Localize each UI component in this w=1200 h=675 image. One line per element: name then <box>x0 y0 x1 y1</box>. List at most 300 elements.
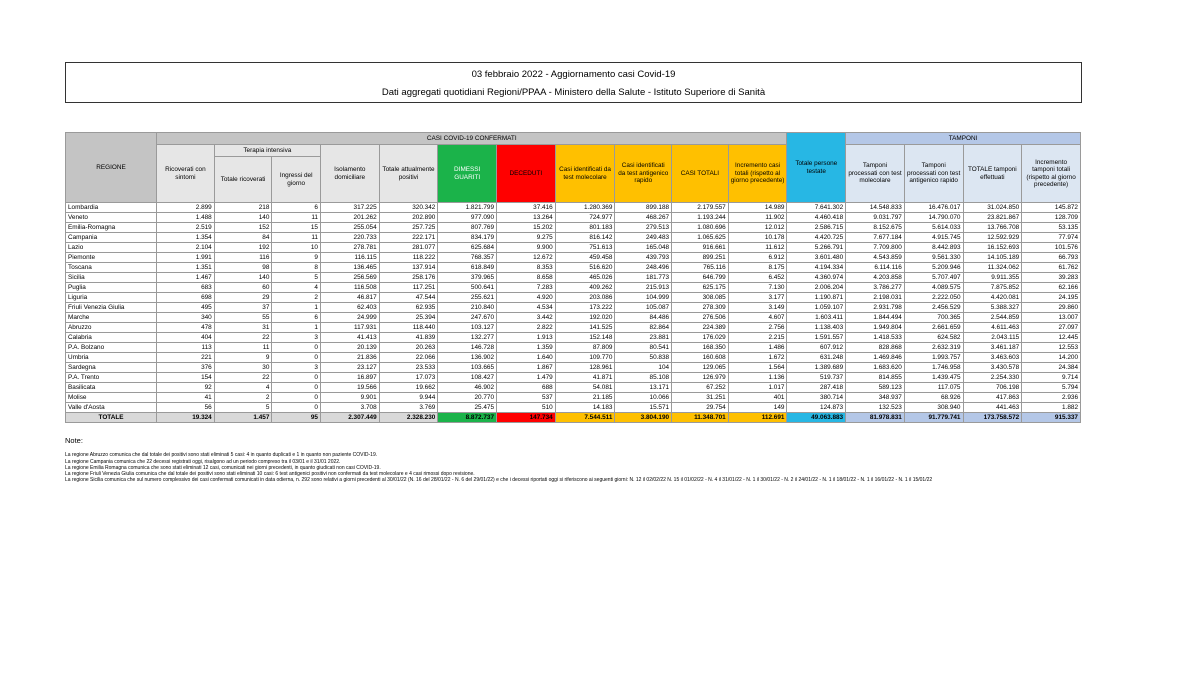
value-cell: 0 <box>272 373 321 383</box>
value-cell: 2.586.715 <box>787 223 846 233</box>
value-cell: 152.148 <box>555 333 615 343</box>
value-cell: 1.193.244 <box>672 213 729 223</box>
value-cell: 8.658 <box>497 273 556 283</box>
value-cell: 899.251 <box>672 253 729 263</box>
value-cell: 41.413 <box>320 333 379 343</box>
value-cell: 8.353 <box>497 263 556 273</box>
value-cell: 465.026 <box>555 273 615 283</box>
value-cell: 2.222.050 <box>904 293 963 303</box>
value-cell: 22 <box>214 333 272 343</box>
value-cell: 11.324.062 <box>963 263 1022 273</box>
value-cell: 4.460.418 <box>787 213 846 223</box>
value-cell: 0 <box>272 403 321 413</box>
value-cell: 2.254.330 <box>963 373 1022 383</box>
value-cell: 168.350 <box>672 343 729 353</box>
value-cell: 85.108 <box>615 373 672 383</box>
value-cell: 801.183 <box>555 223 615 233</box>
region-cell: Liguria <box>66 293 157 303</box>
value-cell: 1.882 <box>1022 403 1081 413</box>
value-cell: 317.225 <box>320 203 379 213</box>
value-cell: 24.195 <box>1022 293 1081 303</box>
value-cell: 53.135 <box>1022 223 1081 233</box>
region-cell: Valle d'Aosta <box>66 403 157 413</box>
value-cell: 215.913 <box>615 283 672 293</box>
value-cell: 117.251 <box>379 283 438 293</box>
value-cell: 68.926 <box>904 393 963 403</box>
value-cell: 3.601.480 <box>787 253 846 263</box>
value-cell: 15 <box>272 223 321 233</box>
report-header <box>65 62 1082 103</box>
value-cell: 145.872 <box>1022 203 1081 213</box>
value-cell: 8.175 <box>728 263 787 273</box>
value-cell: 308.940 <box>904 403 963 413</box>
value-cell: 1.469.846 <box>846 353 905 363</box>
value-cell: 3.804.190 <box>615 413 672 423</box>
covid-data-table <box>65 132 1081 423</box>
value-cell: 109.770 <box>555 353 615 363</box>
note-line: La regione Abruzzo comunica che dal totale dei positivi sono stati eliminati 5 casi: 4 in quanto duplicati e 1 in quanto non paziente COVID-19. <box>65 452 378 459</box>
value-cell: 807.769 <box>438 223 497 233</box>
region-cell: Toscana <box>66 263 157 273</box>
header-tamponi: TAMPONI <box>846 133 1081 145</box>
value-cell: 29 <box>214 293 272 303</box>
value-cell: 257.725 <box>379 223 438 233</box>
value-cell: 23.533 <box>379 363 438 373</box>
value-cell: 683 <box>157 283 215 293</box>
value-cell: 2.043.115 <box>963 333 1022 343</box>
table-row <box>66 293 1081 303</box>
value-cell: 15.571 <box>615 403 672 413</box>
value-cell: 4.915.745 <box>904 233 963 243</box>
value-cell: 404 <box>157 333 215 343</box>
region-cell: Marche <box>66 313 157 323</box>
value-cell: 5.209.946 <box>904 263 963 273</box>
value-cell: 132.277 <box>438 333 497 343</box>
value-cell: 4 <box>214 383 272 393</box>
value-cell: 12.672 <box>497 253 556 263</box>
header-casi-antigenico: Casi identificati da test antigenico rapido <box>615 145 672 203</box>
value-cell: 308.085 <box>672 293 729 303</box>
value-cell: 1.080.696 <box>672 223 729 233</box>
value-cell: 19.662 <box>379 383 438 393</box>
value-cell: 221 <box>157 353 215 363</box>
report-subtitle: Dati aggregati quotidiani Regioni/PPAA - Ministero della Salute - Istituto Superiore di Sanità <box>381 87 766 98</box>
value-cell: 22 <box>214 373 272 383</box>
region-cell: Sardegna <box>66 363 157 373</box>
value-cell: 2.544.859 <box>963 313 1022 323</box>
region-cell: Sicilia <box>66 273 157 283</box>
value-cell: 116.115 <box>320 253 379 263</box>
value-cell: 3.786.277 <box>846 283 905 293</box>
value-cell: 11 <box>272 213 321 223</box>
value-cell: 1.991 <box>157 253 215 263</box>
value-cell: 154 <box>157 373 215 383</box>
table-row <box>66 203 1081 213</box>
value-cell: 23.127 <box>320 363 379 373</box>
value-cell: 21.185 <box>555 393 615 403</box>
value-cell: 607.912 <box>787 343 846 353</box>
value-cell: 105.087 <box>615 303 672 313</box>
value-cell: 2.632.319 <box>904 343 963 353</box>
region-cell: Puglia <box>66 283 157 293</box>
notes-title: Note: <box>65 436 83 445</box>
header-dimessi: DIMESSI GUARITI <box>438 145 497 203</box>
value-cell: 1.672 <box>728 353 787 363</box>
value-cell: 1.354 <box>157 233 215 243</box>
value-cell: 1.467 <box>157 273 215 283</box>
value-cell: 519.737 <box>787 373 846 383</box>
value-cell: 916.661 <box>672 243 729 253</box>
value-cell: 25.475 <box>438 403 497 413</box>
header-incremento-casi: Incremento casi totali (rispetto al giorno precedente) <box>728 145 787 203</box>
value-cell: 4.360.974 <box>787 273 846 283</box>
value-cell: 1.603.411 <box>787 313 846 323</box>
value-cell: 12.445 <box>1022 333 1081 343</box>
value-cell: 6.912 <box>728 253 787 263</box>
value-cell: 249.483 <box>615 233 672 243</box>
value-cell: 4.920 <box>497 293 556 303</box>
value-cell: 176.029 <box>672 333 729 343</box>
value-cell: 516.620 <box>555 263 615 273</box>
value-cell: 129.065 <box>672 363 729 373</box>
value-cell: 118.440 <box>379 323 438 333</box>
value-cell: 2.756 <box>728 323 787 333</box>
value-cell: 137.914 <box>379 263 438 273</box>
value-cell: 27.097 <box>1022 323 1081 333</box>
value-cell: 19.566 <box>320 383 379 393</box>
table-row <box>66 343 1081 353</box>
value-cell: 2.179.557 <box>672 203 729 213</box>
value-cell: 116.508 <box>320 283 379 293</box>
value-cell: 13.264 <box>497 213 556 223</box>
region-cell: P.A. Trento <box>66 373 157 383</box>
header-tamponi-incremento: Incremento tamponi totali (rispetto al giorno precedente) <box>1022 145 1081 203</box>
value-cell: 4.420.725 <box>787 233 846 243</box>
value-cell: 29.860 <box>1022 303 1081 313</box>
value-cell: 724.977 <box>555 213 615 223</box>
value-cell: 160.608 <box>672 353 729 363</box>
value-cell: 101.576 <box>1022 243 1081 253</box>
value-cell: 1.059.107 <box>787 303 846 313</box>
value-cell: 224.389 <box>672 323 729 333</box>
total-row <box>66 413 1081 423</box>
value-cell: 1.439.475 <box>904 373 963 383</box>
value-cell: 379.965 <box>438 273 497 283</box>
value-cell: 17.073 <box>379 373 438 383</box>
value-cell: 7.641.302 <box>787 203 846 213</box>
value-cell: 7.283 <box>497 283 556 293</box>
value-cell: 80.541 <box>615 343 672 353</box>
region-cell: Piemonte <box>66 253 157 263</box>
value-cell: 1.683.620 <box>846 363 905 373</box>
value-cell: 77.974 <box>1022 233 1081 243</box>
table-row <box>66 373 1081 383</box>
value-cell: 103.665 <box>438 363 497 373</box>
value-cell: 6 <box>272 203 321 213</box>
value-cell: 4.203.858 <box>846 273 905 283</box>
value-cell: 149 <box>728 403 787 413</box>
value-cell: 165.048 <box>615 243 672 253</box>
value-cell: 478 <box>157 323 215 333</box>
value-cell: 618.849 <box>438 263 497 273</box>
value-cell: 255.621 <box>438 293 497 303</box>
value-cell: 9 <box>214 353 272 363</box>
value-cell: 9.944 <box>379 393 438 403</box>
value-cell: 7.709.800 <box>846 243 905 253</box>
value-cell: 222.171 <box>379 233 438 243</box>
value-cell: 2.822 <box>497 323 556 333</box>
value-cell: 91.779.741 <box>904 413 963 423</box>
value-cell: 1.591.557 <box>787 333 846 343</box>
table-row <box>66 353 1081 363</box>
region-cell: Friuli Venezia Giulia <box>66 303 157 313</box>
value-cell: 441.463 <box>963 403 1022 413</box>
value-cell: 9 <box>272 253 321 263</box>
header-terapia-intensiva: Terapia intensiva <box>214 145 320 157</box>
value-cell: 22.066 <box>379 353 438 363</box>
value-cell: 9.911.355 <box>963 273 1022 283</box>
table-row <box>66 253 1081 263</box>
value-cell: 5.794 <box>1022 383 1081 393</box>
value-cell: 1.993.757 <box>904 353 963 363</box>
value-cell: 39.283 <box>1022 273 1081 283</box>
value-cell: 706.198 <box>963 383 1022 393</box>
value-cell: 281.077 <box>379 243 438 253</box>
value-cell: 1.280.369 <box>555 203 615 213</box>
value-cell: 768.357 <box>438 253 497 263</box>
value-cell: 765.116 <box>672 263 729 273</box>
value-cell: 92 <box>157 383 215 393</box>
value-cell: 8 <box>272 263 321 273</box>
value-cell: 14.200 <box>1022 353 1081 363</box>
region-cell: P.A. Bolzano <box>66 343 157 353</box>
value-cell: 173.758.572 <box>963 413 1022 423</box>
table-row <box>66 403 1081 413</box>
value-cell: 3.461.187 <box>963 343 1022 353</box>
value-cell: 0 <box>272 353 321 363</box>
value-cell: 10 <box>272 243 321 253</box>
table-row <box>66 383 1081 393</box>
value-cell: 8.872.737 <box>438 413 497 423</box>
table-row <box>66 363 1081 373</box>
value-cell: 439.793 <box>615 253 672 263</box>
value-cell: 14.105.189 <box>963 253 1022 263</box>
region-cell: Molise <box>66 393 157 403</box>
value-cell: 113 <box>157 343 215 353</box>
value-cell: 899.188 <box>615 203 672 213</box>
table-row <box>66 393 1081 403</box>
value-cell: 20.770 <box>438 393 497 403</box>
value-cell: 104 <box>615 363 672 373</box>
value-cell: 1.065.625 <box>672 233 729 243</box>
region-cell: Lazio <box>66 243 157 253</box>
value-cell: 8.152.675 <box>846 223 905 233</box>
table-row <box>66 263 1081 273</box>
value-cell: 23.821.867 <box>963 213 1022 223</box>
value-cell: 67.252 <box>672 383 729 393</box>
value-cell: 66.793 <box>1022 253 1081 263</box>
value-cell: 7.544.511 <box>555 413 615 423</box>
value-cell: 2.328.230 <box>379 413 438 423</box>
value-cell: 117.931 <box>320 323 379 333</box>
table-row <box>66 243 1081 253</box>
value-cell: 3.177 <box>728 293 787 303</box>
value-cell: 220.733 <box>320 233 379 243</box>
value-cell: 5.614.033 <box>904 223 963 233</box>
value-cell: 16.476.017 <box>904 203 963 213</box>
value-cell: 50.838 <box>615 353 672 363</box>
value-cell: 1.821.799 <box>438 203 497 213</box>
value-cell: 14.548.833 <box>846 203 905 213</box>
value-cell: 834.179 <box>438 233 497 243</box>
note-line: La regione Friuli Venezia Giulia comunica che dal totale dei positivi sono stati eliminati 10 casi: 6 test antigenici positivi non confermati da test molecolare e 4 casi rimossi dopo revisione. <box>65 471 475 478</box>
value-cell: 61.762 <box>1022 263 1081 273</box>
value-cell: 46.817 <box>320 293 379 303</box>
value-cell: 9.901 <box>320 393 379 403</box>
value-cell: 816.142 <box>555 233 615 243</box>
value-cell: 6 <box>272 313 321 323</box>
value-cell: 41 <box>157 393 215 403</box>
table-row <box>66 313 1081 323</box>
notes-section <box>65 438 1175 484</box>
value-cell: 21.836 <box>320 353 379 363</box>
value-cell: 2 <box>272 293 321 303</box>
value-cell: 25.394 <box>379 313 438 323</box>
value-cell: 124.873 <box>787 403 846 413</box>
value-cell: 0 <box>272 383 321 393</box>
value-cell: 537 <box>497 393 556 403</box>
header-casi-totali: CASI TOTALI <box>672 145 729 203</box>
value-cell: 6.114.116 <box>846 263 905 273</box>
value-cell: 46.902 <box>438 383 497 393</box>
value-cell: 11.612 <box>728 243 787 253</box>
value-cell: 116 <box>214 253 272 263</box>
header-ricoverati: Ricoverati con sintomi <box>157 145 215 203</box>
value-cell: 98 <box>214 263 272 273</box>
value-cell: 56 <box>157 403 215 413</box>
value-cell: 14.790.070 <box>904 213 963 223</box>
value-cell: 6.452 <box>728 273 787 283</box>
value-cell: 500.641 <box>438 283 497 293</box>
value-cell: 2.006.204 <box>787 283 846 293</box>
value-cell: 3.442 <box>497 313 556 323</box>
value-cell: 16.897 <box>320 373 379 383</box>
value-cell: 3.149 <box>728 303 787 313</box>
value-cell: 1.418.533 <box>846 333 905 343</box>
region-cell: Abruzzo <box>66 323 157 333</box>
value-cell: 4.089.575 <box>904 283 963 293</box>
value-cell: 348.937 <box>846 393 905 403</box>
table-row <box>66 333 1081 343</box>
value-cell: 417.863 <box>963 393 1022 403</box>
value-cell: 1.949.804 <box>846 323 905 333</box>
value-cell: 201.262 <box>320 213 379 223</box>
value-cell: 31.251 <box>672 393 729 403</box>
value-cell: 751.613 <box>555 243 615 253</box>
value-cell: 95 <box>272 413 321 423</box>
value-cell: 1.486 <box>728 343 787 353</box>
value-cell: 2.931.798 <box>846 303 905 313</box>
value-cell: 30 <box>214 363 272 373</box>
header-isolamento: Isolamento domiciliare <box>320 145 379 203</box>
value-cell: 136.465 <box>320 263 379 273</box>
value-cell: 3.463.603 <box>963 353 1022 363</box>
value-cell: 2.899 <box>157 203 215 213</box>
value-cell: 14.989 <box>728 203 787 213</box>
value-cell: 624.582 <box>904 333 963 343</box>
header-tamponi-molecolare: Tamponi processati con test molecolare <box>846 145 905 203</box>
value-cell: 128.709 <box>1022 213 1081 223</box>
value-cell: 2.936 <box>1022 393 1081 403</box>
value-cell: 258.176 <box>379 273 438 283</box>
value-cell: 11 <box>214 343 272 353</box>
value-cell: 828.868 <box>846 343 905 353</box>
value-cell: 2.661.659 <box>904 323 963 333</box>
value-cell: 140 <box>214 213 272 223</box>
value-cell: 4.543.859 <box>846 253 905 263</box>
region-cell: Basilicata <box>66 383 157 393</box>
value-cell: 340 <box>157 313 215 323</box>
value-cell: 495 <box>157 303 215 313</box>
value-cell: 47.544 <box>379 293 438 303</box>
header-persone-testate: Totale persone testate <box>787 133 846 203</box>
value-cell: 401 <box>728 393 787 403</box>
value-cell: 5 <box>214 403 272 413</box>
value-cell: 376 <box>157 363 215 373</box>
value-cell: 108.427 <box>438 373 497 383</box>
value-cell: 128.961 <box>555 363 615 373</box>
value-cell: 510 <box>497 403 556 413</box>
value-cell: 37 <box>214 303 272 313</box>
value-cell: 3 <box>272 333 321 343</box>
value-cell: 13.171 <box>615 383 672 393</box>
value-cell: 146.728 <box>438 343 497 353</box>
value-cell: 4.194.334 <box>787 263 846 273</box>
note-line: La regione Sicilia comunica che sul numero complessivo dei casi confermati comunicati in data odierna, n. 292 sono relativi a giorni precedenti al 30/01/22 (N. 16 del 28/01/22 - N. 6 del 29/01/22) e che i decessi riportati oggi si riferiscono ai seguenti giorni: N. 12 il 02/02/22 N. 15 il 01/02/22 - N. 4 il 31/01/22 - N. 1 il 30/01/22 - N. 2 il 24/01/22 - N. 1 il 18/01/22 - N. 1 il 16/01/22 - N. 1 il 15/01/22 <box>65 477 933 484</box>
value-cell: 248.496 <box>615 263 672 273</box>
report-title: 03 febbraio 2022 - Aggiornamento casi Covid-19 <box>471 69 676 80</box>
value-cell: 62.403 <box>320 303 379 313</box>
value-cell: 625.175 <box>672 283 729 293</box>
value-cell: 20.263 <box>379 343 438 353</box>
value-cell: 278.309 <box>672 303 729 313</box>
value-cell: 13.007 <box>1022 313 1081 323</box>
value-cell: 459.458 <box>555 253 615 263</box>
value-cell: 14.183 <box>555 403 615 413</box>
value-cell: 1.359 <box>497 343 556 353</box>
header-ti-ingressi: Ingressi del giorno <box>272 157 321 203</box>
value-cell: 192 <box>214 243 272 253</box>
value-cell: 23.881 <box>615 333 672 343</box>
value-cell: 11.348.701 <box>672 413 729 423</box>
value-cell: 54.081 <box>555 383 615 393</box>
value-cell: 1.913 <box>497 333 556 343</box>
value-cell: 55 <box>214 313 272 323</box>
value-cell: 4.534 <box>497 303 556 313</box>
value-cell: 631.248 <box>787 353 846 363</box>
value-cell: 1.640 <box>497 353 556 363</box>
value-cell: 287.418 <box>787 383 846 393</box>
value-cell: 7.875.852 <box>963 283 1022 293</box>
value-cell: 278.781 <box>320 243 379 253</box>
value-cell: 1.351 <box>157 263 215 273</box>
table-row <box>66 323 1081 333</box>
value-cell: 24.384 <box>1022 363 1081 373</box>
value-cell: 41.871 <box>555 373 615 383</box>
value-cell: 5.266.791 <box>787 243 846 253</box>
value-cell: 698 <box>157 293 215 303</box>
value-cell: 977.090 <box>438 213 497 223</box>
